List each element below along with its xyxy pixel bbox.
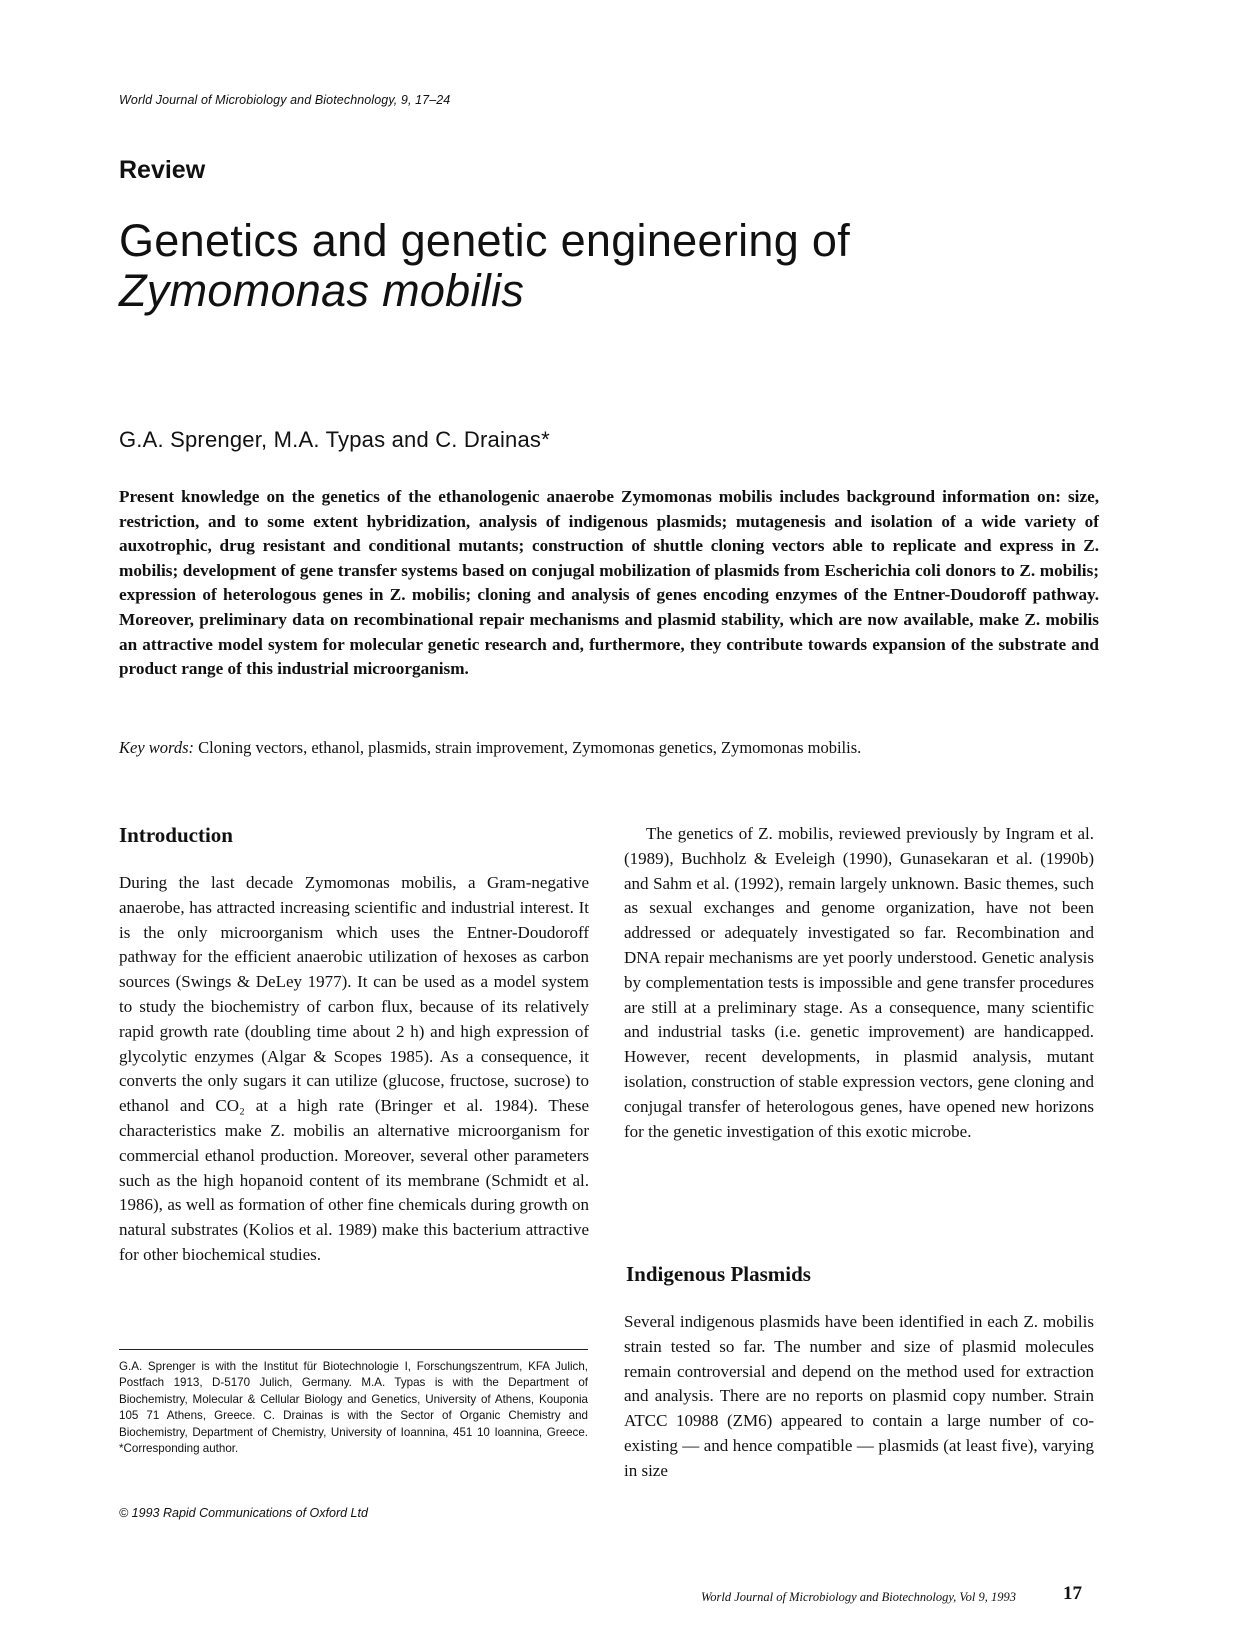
introduction-heading: Introduction [119, 823, 233, 847]
keywords [119, 738, 1099, 758]
copyright-notice: © 1993 Rapid Communications of Oxford Ltd [119, 1506, 368, 1520]
title-line-1: Genetics and genetic engineering of [119, 215, 851, 266]
indigenous-plasmids-heading: Indigenous Plasmids [626, 1262, 811, 1286]
genetics-overview-paragraph: The genetics of Z. mobilis, reviewed previously by Ingram et al. (1989), Buchholz & Eveleigh (1990), Gunasekaran et al. (1990b) and Sahm et al. (1992), remain largely unknown. Basic themes, such as sexual exchanges and genome organization, have not been addressed or adequately investigated so far. Recombination and DNA repair mechanisms are yet poorly understood. Genetic analysis by complementation tests is impossible and gene transfer procedures are still at a preliminary stage. As a consequence, many scientific and industrial tasks (i.e. genetic improvement) are handicapped. However, recent developments, in plasmid analysis, mutant isolation, construction of stable expression vectors, gene cloning and conjugal transfer of heterologous genes, have opened new horizons for the genetic investigation of this exotic microbe. [624, 824, 1094, 1141]
running-header: World Journal of Microbiology and Biotechnology, 9, 17–24 [119, 93, 451, 107]
page-number: 17 [1063, 1583, 1082, 1604]
keywords-label: Key words: [119, 738, 195, 757]
abstract: Present knowledge on the genetics of the ethanologenic anaerobe Zymomonas mobilis includes background information on: size, restriction, and to some extent hybridization, analysis of indigenous plasmids; mutagenesis and isolation of a wide variety of auxotrophic, drug resistant and conditional mutants; construction of shuttle cloning vectors able to replicate and express in Z. mobilis; development of gene transfer systems based on conjugal mobilization of plasmids from Escherichia coli donors to Z. mobilis; expression of heterologous genes in Z. mobilis; cloning and analysis of genes encoding enzymes of the Entner-Doudoroff pathway. Moreover, preliminary data on recombinational repair mechanisms and plasmid stability, which are now available, make Z. mobilis an attractive model system for molecular genetic research and, furthermore, they contribute towards expansion of the substrate and product range of this industrial microorganism. [119, 487, 1099, 679]
title-line-2: Zymomonas mobilis [119, 265, 525, 316]
article-title [119, 216, 850, 316]
footnote-divider [119, 1349, 588, 1350]
introduction-paragraph: During the last decade Zymomonas mobilis, a Gram-negative anaerobe, has attracted increasing scientific and industrial interest. It is the only microorganism which uses the Entner-Doudoroff pathway for the efficient anaerobic utilization of hexoses as carbon sources (Swings & DeLey 1977). It can be used as a model system to study the biochemistry of carbon flux, because of its relatively rapid growth rate (doubling time about 2 h) and high expression of glycolytic enzymes (Algar & Scopes 1985). As a consequence, it converts the only sugars it can utilize (glucose, fructose, sucrose) to ethanol and CO₂ at a high rate (Bringer et al. 1984). These characteristics make Z. mobilis an alternative microorganism for commercial ethanol production. Moreover, several other parameters such as the high hopanoid content of its membrane (Schmidt et al. 1986), as well as formation of other fine chemicals during growth on natural substrates (Kolios et al. 1989) make this bacterium attractive for other biochemical studies. [119, 873, 589, 1264]
genetics-overview-body [624, 822, 1094, 1144]
indigenous-plasmids-body [624, 1310, 1094, 1484]
indigenous-plasmids-paragraph: Several indigenous plasmids have been identified in each Z. mobilis strain tested so far. The number and size of plasmid molecules remain controversial and depend on the method used for extraction and analysis. There are no reports on plasmid copy number. Strain ATCC 10988 (ZM6) appeared to contain a large number of co-existing — and hence compatible — plasmids (at least five), varying in size [624, 1312, 1094, 1480]
keywords-list: Cloning vectors, ethanol, plasmids, strain improvement, Zymomonas genetics, Zymomonas mobilis. [198, 738, 862, 757]
footer-journal-citation: World Journal of Microbiology and Biotechnology, Vol 9, 1993 [701, 1590, 1017, 1604]
author-list: G.A. Sprenger, M.A. Typas and C. Drainas* [119, 427, 550, 452]
introduction-body [119, 871, 589, 1268]
author-affiliations-footnote: G.A. Sprenger is with the Institut für Biotechnologie I, Forschungszentrum, KFA Julich, Postfach 1913, D-5170 Julich, Germany. M.A. Typas is with the Department of Biochemistry, Molecular & Cellular Biology and Genetics, University of Athens, Kouponia 105 71 Athens, Greece. C. Drainas is with the Sector of Organic Chemistry and Biochemistry, Department of Chemistry, University of Ioannina, 451 10 Ioannina, Greece. *Corresponding author. [119, 1360, 588, 1456]
section-label: Review [119, 156, 206, 184]
